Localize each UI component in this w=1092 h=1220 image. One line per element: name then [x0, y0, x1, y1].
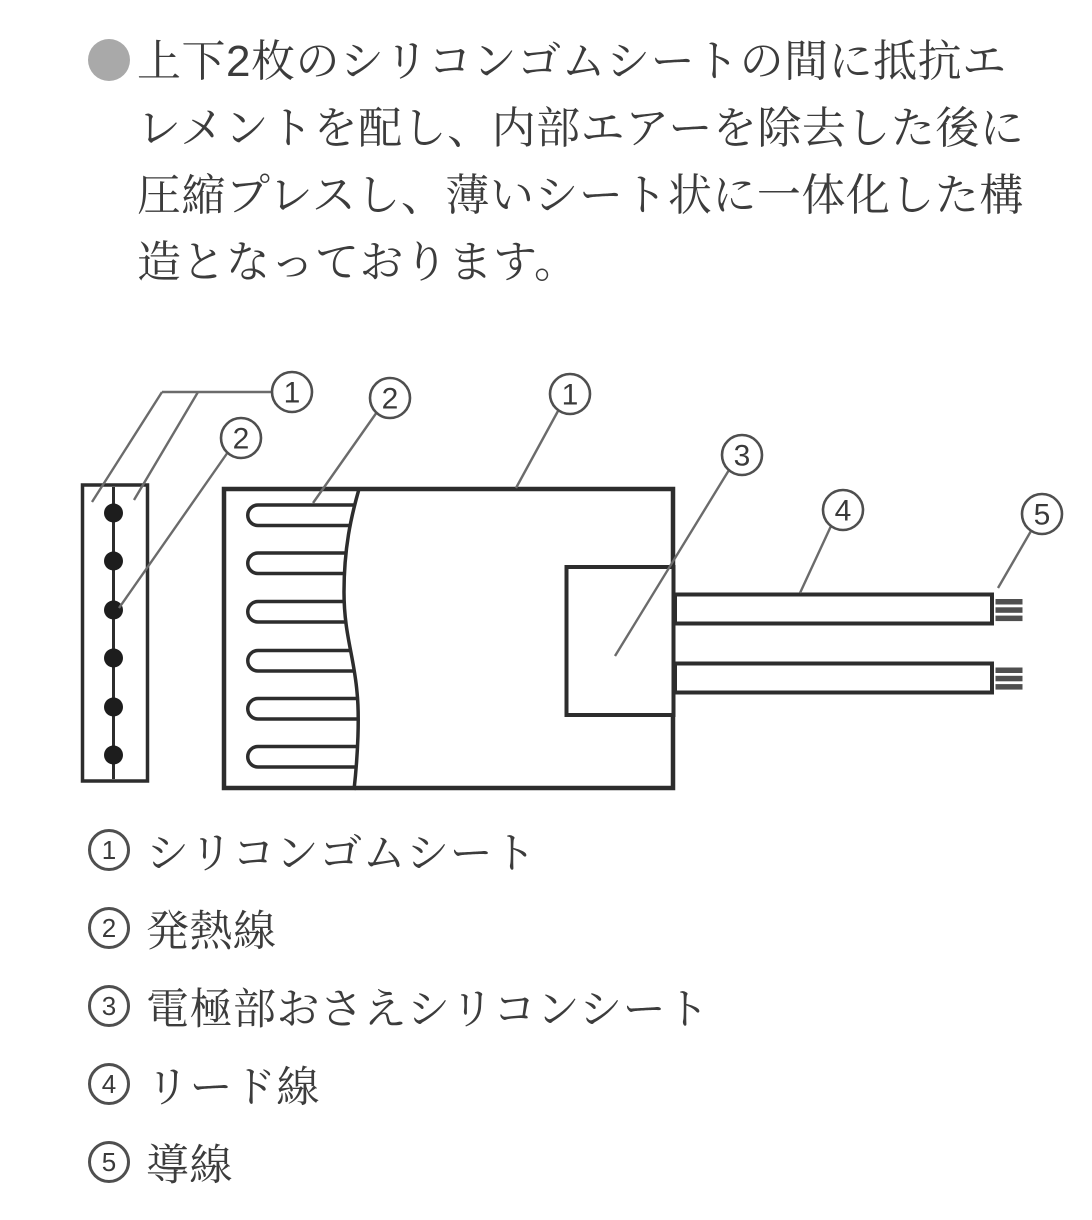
- intro-line-2: レメントを配し、内部エアーを除去した後に: [137, 104, 1025, 153]
- conductor-strand: [996, 616, 1023, 622]
- legend-number-circle: 3: [88, 985, 130, 1027]
- lead-wires: [675, 595, 1023, 693]
- legend-number-circle: 2: [88, 907, 130, 949]
- callout-1-sheet: [550, 374, 590, 414]
- callout-2-element: [370, 378, 410, 418]
- callout-number: 1: [283, 376, 301, 410]
- legend-item-4: [88, 1062, 710, 1112]
- legend-item-5: [88, 1140, 710, 1190]
- callout-2-left: [221, 418, 261, 458]
- conductor-strand: [996, 676, 1023, 682]
- heating-wire-dot: [104, 649, 123, 668]
- heating-wire-dot: [104, 698, 123, 717]
- callout-4: [823, 490, 863, 530]
- heating-element-finger: [248, 699, 368, 720]
- conductor-strand: [996, 684, 1023, 690]
- callout-number: 3: [733, 439, 751, 473]
- leader-1-fork-b: [134, 392, 198, 500]
- legend-label: シリコンゴムシート: [146, 829, 537, 878]
- legend-number-circle: 5: [88, 1141, 130, 1183]
- leader-4: [800, 526, 831, 593]
- heating-wire-dot: [104, 504, 123, 523]
- legend-number-circle: 4: [88, 1063, 130, 1105]
- legend-item-2: [88, 906, 710, 956]
- intro-line-4: 造となっております。: [137, 238, 579, 287]
- intro-line-1: 上下2枚のシリコンゴムシートの間に抵抗エ: [137, 37, 1007, 86]
- legend-label: 発熱線: [146, 907, 277, 956]
- heating-wire-dot: [104, 746, 123, 765]
- legend-label: リード線: [146, 1063, 320, 1112]
- callout-number: 1: [561, 378, 579, 412]
- intro-line-3: 圧縮プレスし、薄いシート状に一体化した構: [137, 171, 1024, 220]
- legend-item-1: [88, 828, 710, 878]
- callout-number: 2: [381, 382, 399, 416]
- conductor-strand: [996, 599, 1023, 605]
- conductor-strand: [996, 668, 1023, 674]
- break-mask: [344, 489, 560, 790]
- callout-3: [722, 435, 762, 475]
- legend-item-3: [88, 984, 710, 1034]
- heating-element-finger: [248, 747, 368, 768]
- legend-label: 導線: [146, 1141, 233, 1190]
- lead-wire-bottom: [675, 664, 992, 693]
- callout-5: [1022, 494, 1062, 534]
- leader-5: [998, 531, 1031, 588]
- heating-wire-dot: [104, 552, 123, 571]
- legend: [88, 828, 710, 1218]
- heating-wire-dot: [104, 601, 123, 620]
- lead-wire-top: [675, 595, 992, 624]
- callout-number: 4: [834, 494, 852, 528]
- heating-element: [248, 489, 560, 790]
- legend-label: 電極部おさえシリコンシート: [146, 985, 710, 1034]
- callout-number: 5: [1033, 498, 1051, 532]
- cross-section-view: [83, 485, 148, 781]
- electrode-press-sheet: [567, 567, 674, 715]
- leader-1-sheet: [516, 411, 558, 488]
- callout-number: 2: [232, 422, 250, 456]
- callout-1-left: [272, 372, 312, 412]
- legend-number-circle: 1: [88, 829, 130, 871]
- conductor-strand: [996, 607, 1023, 613]
